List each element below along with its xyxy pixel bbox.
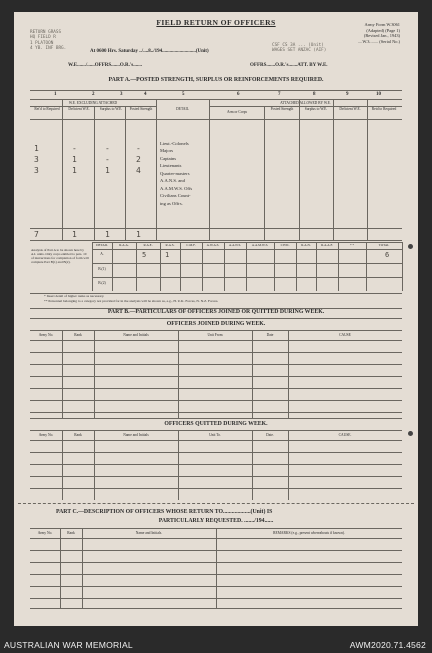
quitted-col-head: Army No. <box>38 433 54 437</box>
footnote: ** Personnel belonging to a category not provided for in the analysis will be shown as, e.g., H. U.K. Forces, N. N.Z. Forces. <box>44 299 219 303</box>
analysis-row-label: B.(1) <box>98 267 106 271</box>
analysis-value: 6 <box>385 251 390 259</box>
form-id-block <box>358 22 400 45</box>
rule <box>338 242 339 291</box>
quitted-col-head: Name and Initials <box>123 433 149 437</box>
rule <box>30 119 402 120</box>
analysis-col-head: R.A.S. <box>165 243 175 247</box>
rule <box>288 430 289 500</box>
form-id-line: (Adapted) (Page 1) <box>366 27 400 33</box>
form-id-line: Army Form W.3061 <box>364 22 400 27</box>
hand-entry: 1 <box>105 166 110 175</box>
rank-label: Captains <box>160 155 177 161</box>
analysis-col-head: R.A.N. <box>301 243 311 247</box>
analysis-row-label: B.(2) <box>98 281 106 285</box>
rule <box>30 340 402 341</box>
rule <box>60 528 61 608</box>
ranks-list <box>160 140 192 207</box>
we-line: W.E......./......OFFRS.......O.R.'s....... <box>68 63 142 68</box>
rule <box>30 330 402 331</box>
attached-line: OFFRS.......O.R.'s.......ATT. BY W.E. <box>250 63 328 68</box>
joined-col-head: Name and Initials <box>123 333 149 337</box>
rule <box>30 452 402 453</box>
col-number: 7 <box>278 92 281 97</box>
part-c-col-head: Army No. <box>37 531 53 535</box>
rule <box>62 99 63 240</box>
rule <box>402 242 403 291</box>
rule <box>209 99 210 240</box>
joined-col-head: Unit From <box>207 333 223 337</box>
col-number: 4 <box>144 92 147 97</box>
col-number: 1 <box>54 92 57 97</box>
part-b-title: PART B.—PARTICULARS OF OFFICERS JOINED OR QUITTED DURING WEEK. <box>107 309 325 315</box>
hand-entry: 1 <box>72 155 77 164</box>
rank-label: Majors <box>160 148 174 154</box>
rule <box>94 430 95 500</box>
we-excluding-head: W.E. EXCLUDING ATTACHED <box>68 101 118 105</box>
rule <box>264 106 265 240</box>
quitted-col-head: Unit To. <box>209 433 221 437</box>
stamp-line: 4 YB. INF BRG. <box>30 46 67 52</box>
rule <box>30 400 402 401</box>
rule <box>216 528 217 608</box>
col-head: Ret'd to Required <box>34 107 60 111</box>
rule <box>202 242 203 291</box>
joined-col-head: Date <box>266 333 274 337</box>
rank-label: Civilians Count- <box>160 193 191 199</box>
quitted-title: OFFICERS QUITTED DURING WEEK. <box>164 421 268 427</box>
col-head: Posted Strength <box>270 107 294 111</box>
rule <box>160 242 161 291</box>
rule <box>94 106 95 240</box>
rule <box>333 99 334 240</box>
stamp-line: HQ FIELD R <box>30 35 56 41</box>
analysis-col-head: R.A.E. <box>143 243 153 247</box>
rule <box>30 90 402 91</box>
detail-head: DETAIL <box>176 107 189 111</box>
rule <box>316 242 317 291</box>
form-id-line: (Revised Jan., 1943) <box>363 33 400 39</box>
part-a-title: PART A.—POSTED STRENGTH, SURPLUS OR REINFORCEMENTS REQUIRED. <box>108 77 324 83</box>
stamp-line: CSF CS 3A ... (Unit) <box>272 43 324 48</box>
archive-caption: AUSTRALIAN WAR MEMORIAL <box>4 640 133 650</box>
rule <box>125 106 126 240</box>
rule <box>180 242 181 291</box>
rule <box>274 242 275 291</box>
form-title: FIELD RETURN OF OFFICERS <box>156 18 276 27</box>
total-entry: 7 <box>34 230 39 239</box>
rule <box>30 388 402 389</box>
rule <box>178 430 179 500</box>
quitted-col-head: Rank <box>74 433 82 437</box>
analysis-col-head: A.A.N.S. <box>228 243 242 247</box>
col-head: Retd to Required <box>371 107 397 111</box>
total-entry: 1 <box>72 230 77 239</box>
rule <box>30 418 402 419</box>
analysis-note: Analysis of Part A to be shown here by A.I. units. Only corps entitled to pars. 10 of instructions for completion of form will complete Part B(1) and B(2). <box>31 248 89 265</box>
rank-label: A.A.M.W.S. Offs <box>160 185 193 191</box>
quitted-col-head: CAUSE. <box>338 433 352 437</box>
hand-entry: 3 <box>34 155 39 164</box>
archive-id: AWM2020.71.4562 <box>349 640 426 650</box>
rule <box>30 608 402 609</box>
rule <box>296 242 297 291</box>
analysis-value: 1 <box>165 251 170 259</box>
serial-line: ....W.3........ (Serial No.) <box>357 39 400 45</box>
analysis-col-head: * * <box>349 243 355 247</box>
rule <box>224 242 225 291</box>
rule <box>246 242 247 291</box>
analysis-col-head: CIVIL <box>280 243 290 247</box>
unit-stamp <box>30 30 66 51</box>
rule <box>94 330 95 418</box>
analysis-col-head: A.W.A.S. <box>206 243 220 247</box>
rule <box>92 263 402 264</box>
attached-allowed-head: ATTACHED ALLOWED BY W.E. <box>280 101 331 105</box>
time-date-line: At 0600 Hrs. Saturday ../....8../194...........................(Unit) <box>90 49 209 54</box>
analysis-col-head: TOTAL <box>378 243 390 247</box>
rule <box>30 430 402 431</box>
col-number: 2 <box>92 92 95 97</box>
col-number: 6 <box>237 92 240 97</box>
hand-entry: 4 <box>136 166 141 175</box>
rule <box>288 330 289 418</box>
analysis-col-head: R.A.A. <box>119 243 129 247</box>
rule <box>252 330 253 418</box>
analysis-col-head: R.A.A.F. <box>321 243 333 247</box>
rule <box>30 440 402 441</box>
col-number: 5 <box>182 92 185 97</box>
stamp-line: WAGES SET ANZAC (AIF) <box>272 48 327 54</box>
rule <box>82 528 83 608</box>
punch-hole <box>408 431 413 436</box>
rule <box>30 228 402 229</box>
rank-label: Quarter-masters <box>160 170 190 176</box>
col-number: 10 <box>376 92 381 97</box>
total-entry: 1 <box>136 230 141 239</box>
rule <box>62 330 63 418</box>
joined-col-head: Rank <box>74 333 82 337</box>
hand-entry: 3 <box>34 166 39 175</box>
rule <box>30 318 402 319</box>
punch-hole <box>408 244 413 249</box>
part-c-col-head: Name and Initials. <box>135 531 163 535</box>
part-c-title: PART C.—DESCRIPTION OF OFFICERS WHOSE RETURN TO...................(Unit) IS <box>56 509 273 515</box>
rule <box>30 352 402 353</box>
rule <box>30 240 402 241</box>
hand-entry: - <box>105 155 110 164</box>
col-number: 9 <box>346 92 349 97</box>
hand-entry: 2 <box>136 155 141 164</box>
rank-label: Lieut.-Colonels <box>160 141 189 146</box>
rule <box>92 249 402 250</box>
col-head: Deficient W.E. <box>339 107 361 111</box>
perforation-line <box>18 503 414 504</box>
rule <box>112 242 113 291</box>
col-number: 3 <box>120 92 123 97</box>
hand-entry: 1 <box>34 144 39 153</box>
rank-label: A.A.N.S. and <box>160 178 185 184</box>
col-number: 8 <box>313 92 316 97</box>
hand-entry: - <box>105 144 110 153</box>
hand-entry: - <box>136 144 141 153</box>
rule <box>30 99 402 100</box>
rule <box>92 277 402 278</box>
col-head: Posted Strength <box>129 107 153 111</box>
rule <box>136 242 137 291</box>
joined-title: OFFICERS JOINED DURING WEEK. <box>166 321 266 327</box>
rule <box>252 430 253 500</box>
col-head: Arm or Corps <box>227 110 247 114</box>
col-head: Surplus to W.E. <box>304 107 328 111</box>
col-head: Deficient W.E. <box>68 107 90 111</box>
rule <box>30 412 402 413</box>
col-head: Surplus to W.E. <box>99 107 123 111</box>
rule <box>156 99 157 240</box>
part-c-col-head: REMARKS (e.g., present whereabouts if known). <box>273 531 345 535</box>
analysis-row-label: A. <box>100 252 104 256</box>
rule <box>30 488 402 489</box>
analysis-col-head: DETAIL <box>96 243 108 247</box>
total-entry: 1 <box>105 230 110 239</box>
rule <box>30 376 402 377</box>
part-c-subtitle: PARTICULARLY REQUESTED. ......./194...... <box>158 518 274 524</box>
rule <box>178 330 179 418</box>
footnote: * Insert detail of higher ranks as necessary. <box>44 294 105 298</box>
rule <box>30 476 402 477</box>
analysis-value: 5 <box>142 251 147 259</box>
rank-label: ing as Offrs. <box>160 200 183 206</box>
quitted-col-head: Date. <box>266 433 274 437</box>
rank-label: Lieutenants <box>160 163 182 169</box>
rule <box>30 464 402 465</box>
form-paper <box>14 12 418 626</box>
rule <box>30 364 402 365</box>
joined-col-head: CAUSE <box>339 333 351 337</box>
part-c-col-head: Rank <box>67 531 75 535</box>
rule <box>367 99 368 240</box>
stamp-line: RETURN GRASS <box>30 30 62 35</box>
hand-entry: 1 <box>72 166 77 175</box>
unit-stamp-right <box>272 43 326 54</box>
rule <box>299 99 300 240</box>
rule <box>366 242 367 291</box>
analysis-col-head: A.A.M.W.S. <box>251 243 269 247</box>
analysis-col-head: C.M.F. <box>186 243 196 247</box>
hand-entry: - <box>72 144 77 153</box>
stamp-line: 1 PLATOON <box>30 40 54 46</box>
rule <box>62 430 63 500</box>
joined-col-head: Army No. <box>38 333 54 337</box>
